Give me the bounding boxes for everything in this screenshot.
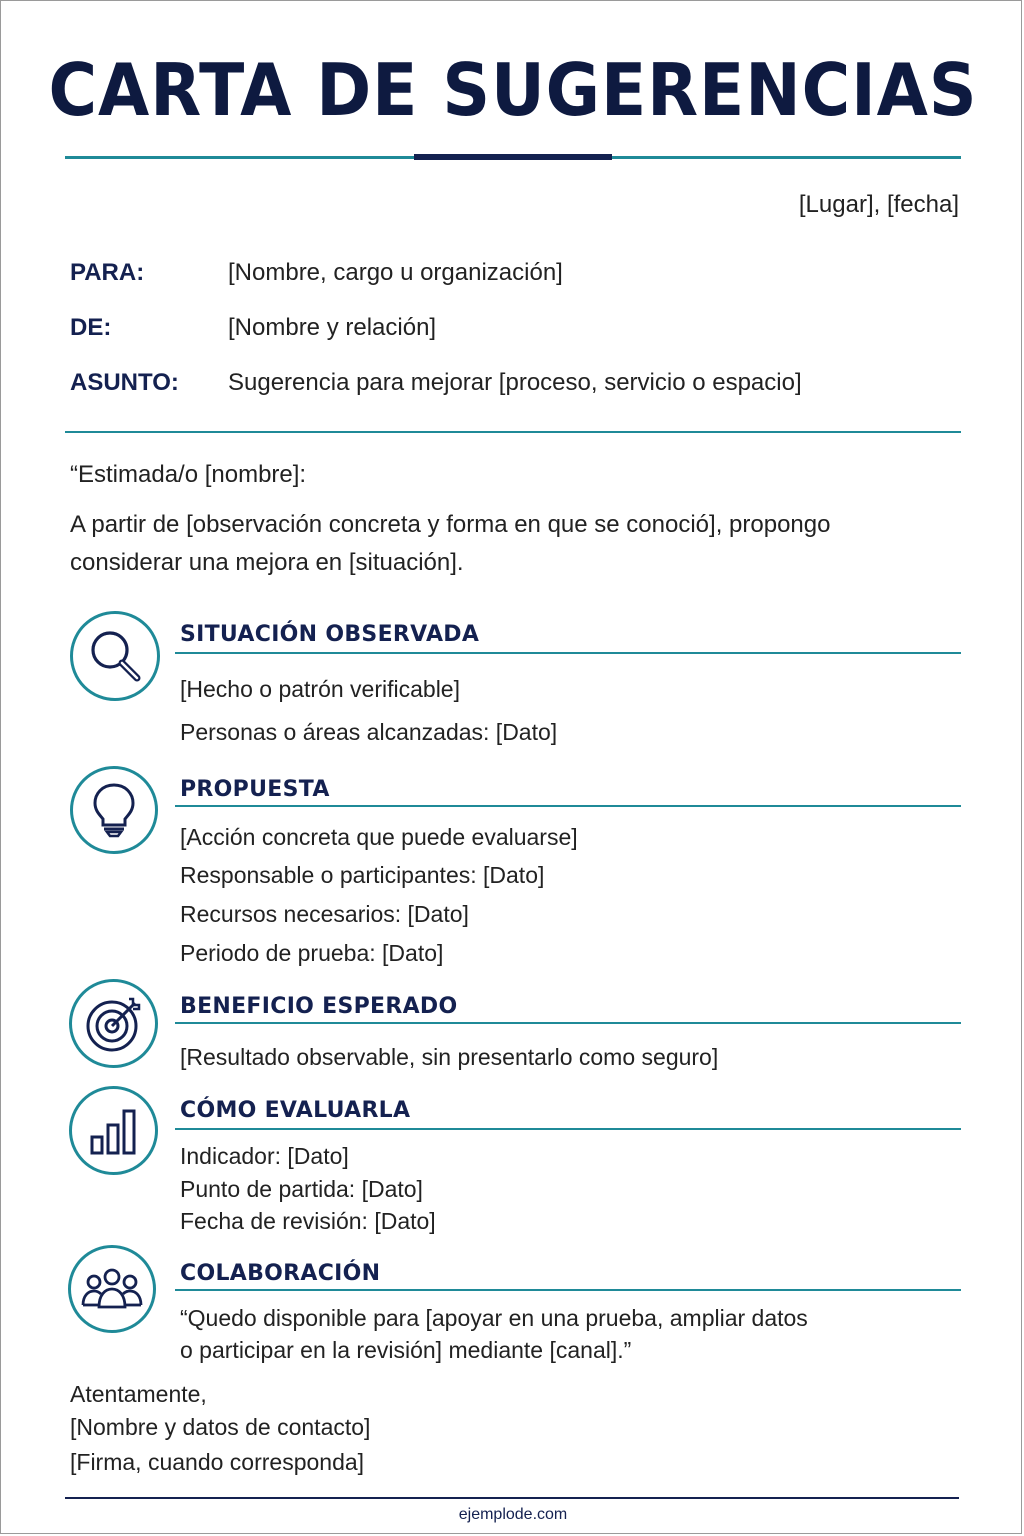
closing-signature: [Firma, cuando corresponda] (70, 1449, 365, 1475)
section-propuesta-line: Periodo de prueba: [Dato] (180, 940, 444, 966)
de-label: DE: (70, 314, 112, 341)
section-beneficio-rule (175, 1022, 961, 1024)
de-value: [Nombre y relación] (228, 314, 437, 341)
section-beneficio-title: BENEFICIO ESPERADO (180, 994, 458, 1019)
lightbulb-icon (89, 781, 139, 839)
section-evaluar-line: Fecha de revisión: [Dato] (180, 1208, 436, 1234)
section-situacion-title: SITUACIÓN OBSERVADA (180, 622, 480, 647)
section-situacion-rule (175, 652, 961, 654)
bar-chart-icon (88, 1105, 140, 1157)
section-propuesta-rule (175, 805, 961, 807)
asunto-label: ASUNTO: (70, 369, 179, 396)
section-propuesta-icon-circle (70, 766, 158, 854)
section-situacion-icon-circle (70, 611, 160, 701)
closing-name: [Nombre y datos de contacto] (70, 1414, 371, 1440)
section-colaboracion-line: “Quedo disponible para [apoyar en una prueba, ampliar datos (180, 1305, 808, 1331)
para-label: PARA: (70, 259, 145, 286)
intro-line-2: considerar una mejora en [situación]. (70, 549, 464, 576)
section-propuesta-line: [Acción concreta que puede evaluarse] (180, 824, 578, 850)
section-propuesta-line: Responsable o participantes: [Dato] (180, 862, 545, 888)
magnifier-icon (85, 626, 145, 686)
section-evaluar-rule (175, 1128, 961, 1130)
title-rule-accent (414, 154, 612, 160)
asunto-value: Sugerencia para mejorar [proceso, servicio o espacio] (228, 369, 802, 396)
section-colaboracion-line: o participar en la revisión] mediante [canal].” (180, 1337, 632, 1363)
section-propuesta-line: Recursos necesarios: [Dato] (180, 901, 469, 927)
section-evaluar-line: Punto de partida: [Dato] (180, 1176, 423, 1202)
section-situacion-line: Personas o áreas alcanzadas: [Dato] (180, 719, 558, 745)
section-evaluar-title: CÓMO EVALUARLA (180, 1098, 411, 1123)
section-situacion-line: [Hecho o patrón verificable] (180, 676, 460, 702)
section-beneficio-icon-circle (69, 979, 158, 1068)
para-value: [Nombre, cargo u organización] (228, 259, 563, 286)
intro-line-1: A partir de [observación concreta y forma en que se conoció], propongo (70, 511, 831, 538)
footer-site: ejemplode.com (458, 1506, 568, 1523)
section-propuesta-title: PROPUESTA (180, 777, 330, 802)
place-date: [Lugar], [fecha] (798, 191, 959, 218)
section-beneficio-line: [Resultado observable, sin presentarlo como seguro] (180, 1044, 719, 1070)
closing-salutation: Atentamente, (70, 1381, 207, 1407)
target-icon (83, 993, 145, 1055)
footer-rule (65, 1497, 959, 1499)
section-evaluar-icon-circle (69, 1086, 158, 1175)
page-title: CARTA DE SUGERENCIAS (48, 48, 978, 132)
header-divider (65, 431, 961, 433)
people-icon (79, 1265, 145, 1313)
greeting: “Estimada/o [nombre]: (70, 461, 307, 488)
section-colaboracion-icon-circle (68, 1245, 156, 1333)
section-evaluar-line: Indicador: [Dato] (180, 1143, 349, 1169)
section-colaboracion-rule (175, 1289, 961, 1291)
section-colaboracion-title: COLABORACIÓN (180, 1261, 381, 1286)
